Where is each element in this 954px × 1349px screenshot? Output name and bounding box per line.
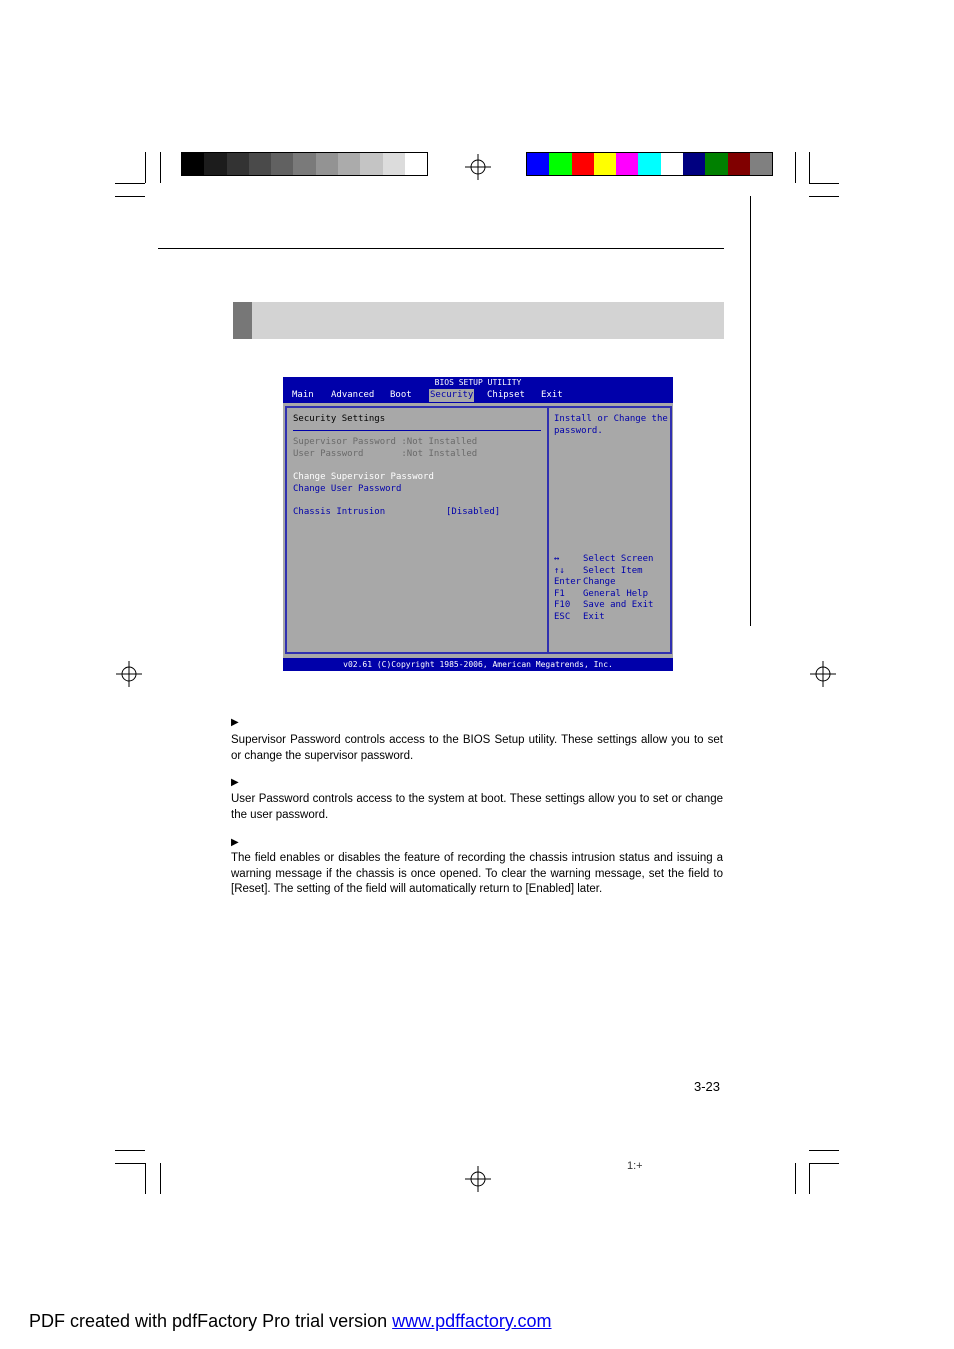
user-password-status: User Password :Not Installed	[293, 449, 478, 459]
calibration-swatch	[316, 153, 338, 175]
registration-mark-icon	[465, 154, 491, 180]
calibration-swatch	[661, 153, 683, 175]
key-legend-description: Select Screen	[583, 554, 654, 564]
bios-menu-security[interactable]: Security	[430, 390, 474, 400]
help-text-line2: password.	[554, 426, 603, 436]
arrow-icon: ▶	[231, 717, 239, 728]
key-legend-key: ESC	[554, 611, 571, 622]
key-legend-description: Select Item	[583, 565, 643, 576]
calibration-swatch	[616, 153, 638, 175]
registration-mark-icon	[810, 661, 836, 687]
section-header-bar	[233, 302, 724, 339]
chassis-intrusion-label[interactable]: Chassis Intrusion	[293, 507, 386, 517]
bios-title: BIOS SETUP UTILITY	[283, 377, 673, 388]
color-calibration-bar	[526, 152, 773, 176]
pdf-footer	[29, 1311, 552, 1332]
calibration-swatch	[338, 153, 360, 175]
right-margin-line	[750, 196, 751, 626]
supervisor-password-description: Supervisor Password controls access to the BIOS Setup utility. These settings allow you to set or change the supervisor password.	[231, 734, 723, 762]
key-legend-description: Exit	[583, 611, 605, 622]
calibration-swatch	[750, 153, 772, 175]
registration-mark-icon	[116, 661, 142, 687]
calibration-swatch	[204, 153, 226, 175]
chassis-intrusion-description: The field enables or disables the feature of recording the chassis intrusion status and issuing a warning message if the chassis is once opened. To clear the warning message, set the field to [Reset]. The setting of the field will automatically return to [Enabled] later.	[231, 852, 723, 895]
bios-settings-panel	[285, 406, 549, 654]
section-header-tab	[233, 302, 252, 339]
key-legend-key: F10	[554, 600, 571, 610]
calibration-swatch	[383, 153, 405, 175]
heading-divider	[293, 430, 541, 431]
header-rule	[158, 248, 724, 249]
calibration-swatch	[705, 153, 727, 175]
key-legend-description: General Help	[583, 588, 649, 599]
key-legend-description: Change	[583, 577, 616, 587]
key-legend-key: F1	[554, 588, 565, 599]
bios-menu-bar	[283, 388, 673, 403]
bios-copyright-footer: v02.61 (C)Copyright 1985-2006, American Megatrends, Inc.	[283, 658, 673, 671]
calibration-swatch	[360, 153, 382, 175]
arrow-icon: ▶	[231, 837, 239, 848]
calibration-swatch	[249, 153, 271, 175]
key-legend-key: ↑↓	[554, 565, 565, 576]
arrow-icon: ▶	[231, 777, 239, 788]
key-legend-description: Save and Exit	[583, 600, 654, 610]
grayscale-calibration-bar	[181, 152, 428, 176]
calibration-swatch	[405, 153, 427, 175]
bios-help-panel	[547, 406, 672, 654]
calibration-swatch	[549, 153, 571, 175]
user-password-description: User Password controls access to the system at boot. These settings allow you to set or change the user password.	[231, 793, 723, 821]
registration-mark-icon	[465, 1166, 491, 1192]
printer-mark-text: 1:+	[627, 1160, 643, 1172]
calibration-swatch	[182, 153, 204, 175]
calibration-swatch	[638, 153, 660, 175]
key-legend-key: Enter	[554, 577, 582, 587]
pdffactory-link[interactable]: www.pdffactory.com	[392, 1311, 552, 1331]
calibration-swatch	[271, 153, 293, 175]
page-number: 3-23	[694, 1079, 721, 1094]
supervisor-password-status: Supervisor Password :Not Installed	[293, 437, 478, 447]
key-legend-key: ↔	[554, 554, 560, 564]
bios-menu-boot[interactable]: Boot	[390, 390, 412, 400]
bios-menu-exit[interactable]: Exit	[541, 390, 563, 400]
calibration-swatch	[683, 153, 705, 175]
chassis-intrusion-value[interactable]: [Disabled]	[446, 507, 501, 517]
pdf-footer-text: PDF created with pdfFactory Pro trial version	[29, 1311, 393, 1331]
bios-menu-chipset[interactable]: Chipset	[487, 390, 525, 400]
help-text-line1: Install or Change the	[554, 414, 668, 424]
calibration-swatch	[728, 153, 750, 175]
calibration-swatch	[594, 153, 616, 175]
bios-menu-advanced[interactable]: Advanced	[331, 390, 375, 400]
calibration-swatch	[293, 153, 315, 175]
bios-menu-main[interactable]: Main	[292, 390, 314, 400]
change-supervisor-password-item[interactable]: Change Supervisor Password	[293, 472, 434, 482]
calibration-swatch	[527, 153, 549, 175]
change-user-password-item[interactable]: Change User Password	[293, 484, 402, 494]
calibration-swatch	[572, 153, 594, 175]
security-settings-heading: Security Settings	[293, 414, 386, 424]
calibration-swatch	[227, 153, 249, 175]
bios-screen	[283, 377, 673, 671]
